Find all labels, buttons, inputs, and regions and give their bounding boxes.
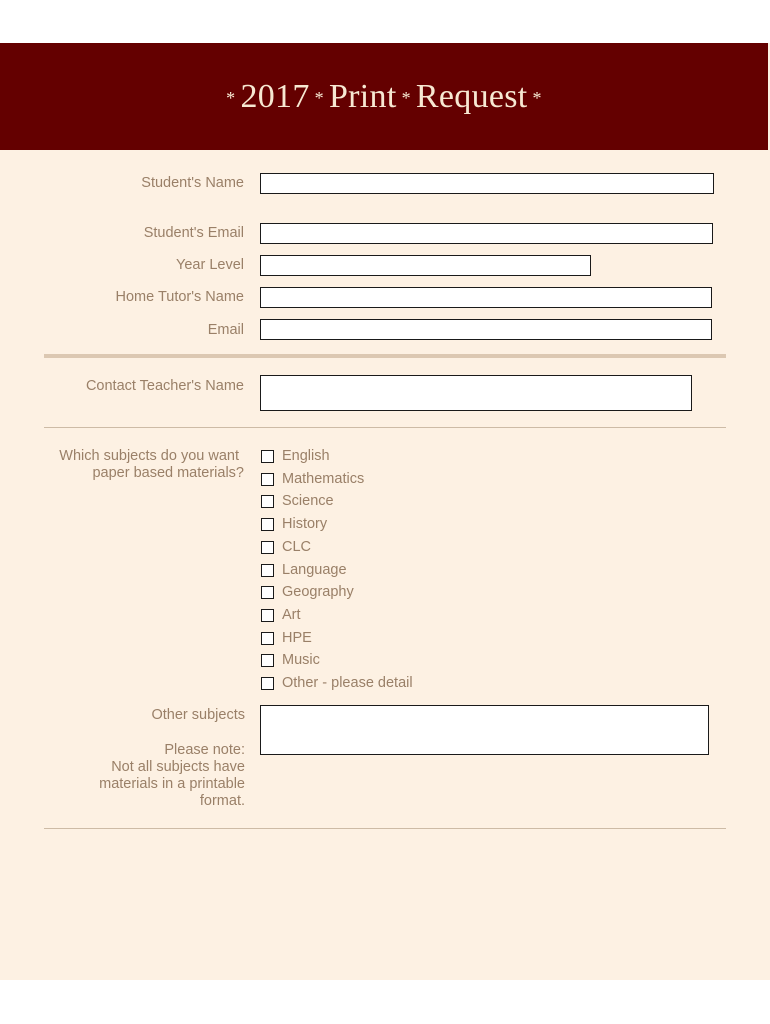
subject-option-label: HPE bbox=[282, 630, 312, 646]
student-email-field[interactable] bbox=[260, 223, 713, 244]
subject-option-art[interactable] bbox=[261, 606, 301, 624]
contact-teacher-field[interactable] bbox=[260, 375, 692, 411]
subject-option-label: Language bbox=[282, 562, 347, 578]
subject-option-label: Mathematics bbox=[282, 471, 365, 487]
checkbox[interactable] bbox=[261, 586, 274, 599]
title-year: 2017 bbox=[240, 77, 310, 115]
contact-teacher-label: Contact Teacher's Name bbox=[85, 378, 244, 394]
checkbox[interactable] bbox=[261, 518, 274, 531]
student-name-field[interactable] bbox=[260, 173, 714, 194]
student-name-label: Student's Name bbox=[141, 175, 244, 191]
star-glyph: * bbox=[314, 88, 324, 109]
subject-option-hpe[interactable] bbox=[261, 629, 312, 647]
subject-option-label: CLC bbox=[282, 539, 312, 555]
checkbox[interactable] bbox=[261, 473, 274, 486]
section-divider bbox=[44, 354, 726, 358]
checkbox[interactable] bbox=[261, 450, 274, 463]
subject-option-geography[interactable] bbox=[261, 583, 354, 601]
subject-option-english[interactable] bbox=[261, 447, 330, 465]
note-heading: Please note: bbox=[164, 742, 245, 758]
checkbox[interactable] bbox=[261, 654, 274, 667]
subject-option-history[interactable] bbox=[261, 515, 327, 533]
page-title bbox=[221, 78, 547, 116]
home-tutor-label: Home Tutor's Name bbox=[115, 289, 244, 305]
checkbox[interactable] bbox=[261, 609, 274, 622]
checkbox[interactable] bbox=[261, 632, 274, 645]
checkbox[interactable] bbox=[261, 541, 274, 554]
email-field[interactable] bbox=[260, 319, 712, 340]
star-glyph: * bbox=[532, 88, 542, 109]
note-text-line: Not all subjects have bbox=[111, 759, 245, 775]
section-divider bbox=[44, 828, 726, 829]
title-word-request: Request bbox=[415, 77, 528, 115]
email-label: Email bbox=[207, 322, 244, 338]
subject-option-clc[interactable] bbox=[261, 538, 311, 556]
subject-option-label: Art bbox=[282, 607, 301, 623]
section-divider bbox=[44, 427, 726, 428]
year-level-field[interactable] bbox=[260, 255, 591, 276]
star-glyph: * bbox=[226, 88, 236, 109]
note-text-line: format. bbox=[199, 793, 245, 809]
subject-option-label: Science bbox=[282, 493, 334, 509]
checkbox[interactable] bbox=[261, 677, 274, 690]
checkbox[interactable] bbox=[261, 564, 274, 577]
home-tutor-field[interactable] bbox=[260, 287, 712, 308]
subject-option-science[interactable] bbox=[261, 492, 334, 510]
subject-option-mathematics[interactable] bbox=[261, 470, 364, 488]
header-banner bbox=[0, 43, 768, 150]
title-word-print: Print bbox=[328, 77, 397, 115]
subjects-question-line2: paper based materials? bbox=[92, 465, 244, 481]
subjects-question-line1: Which subjects do you want bbox=[59, 448, 239, 464]
student-email-label: Student's Email bbox=[143, 225, 244, 241]
other-subjects-label: Other subjects bbox=[151, 707, 245, 723]
checkbox[interactable] bbox=[261, 495, 274, 508]
subject-option-language[interactable] bbox=[261, 561, 347, 579]
subject-option-other[interactable] bbox=[261, 674, 413, 692]
note-text-line: materials in a printable bbox=[99, 776, 245, 792]
subject-option-label: Other - please detail bbox=[282, 675, 413, 691]
subject-option-label: History bbox=[282, 516, 328, 532]
subject-option-music[interactable] bbox=[261, 651, 320, 669]
other-subjects-field[interactable] bbox=[260, 705, 709, 755]
subject-option-label: Music bbox=[282, 652, 320, 668]
subject-option-label: Geography bbox=[282, 584, 354, 600]
star-glyph: * bbox=[401, 88, 411, 109]
year-level-label: Year Level bbox=[176, 257, 244, 273]
subject-option-label: English bbox=[282, 448, 330, 464]
